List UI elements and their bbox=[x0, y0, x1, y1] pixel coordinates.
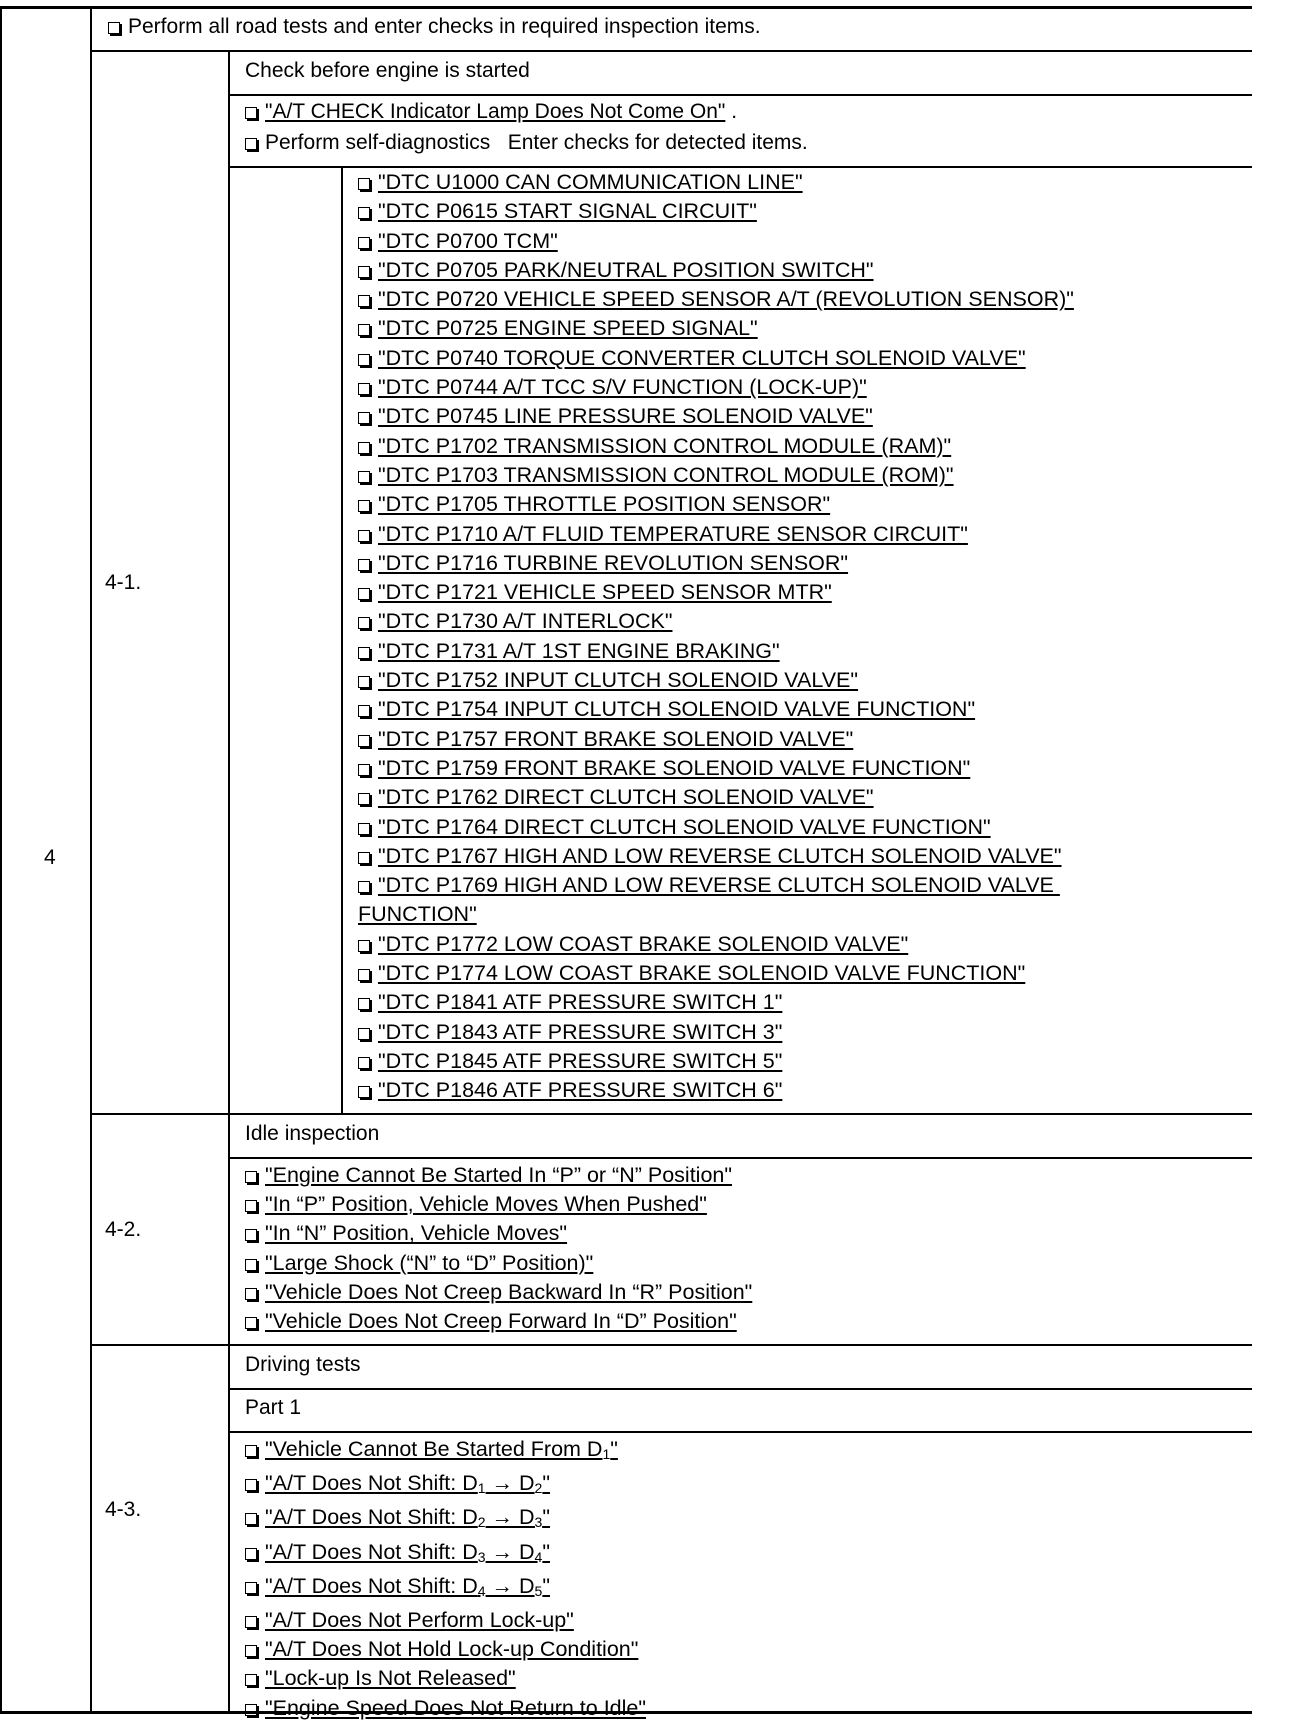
dtc-list bbox=[358, 168, 1074, 1106]
drive-link-part: 4 bbox=[477, 1582, 486, 1599]
dtc-link[interactable]: "DTC P0725 ENGINE SPEED SIGNAL" bbox=[378, 316, 758, 341]
drive-item[interactable] bbox=[245, 1606, 646, 1635]
idle-link[interactable]: "In “N” Position, Vehicle Moves" bbox=[265, 1221, 568, 1246]
dtc-item[interactable] bbox=[358, 227, 1074, 256]
dtc-link[interactable]: "DTC P0700 TCM" bbox=[378, 228, 558, 253]
drive-link-part: 2 bbox=[534, 1480, 543, 1497]
sub-label-4-1: 4-1. bbox=[105, 571, 142, 594]
dtc-link[interactable]: "DTC P1702 TRANSMISSION CONTROL MODULE (RAM)" bbox=[378, 433, 952, 458]
checkbox-icon[interactable] bbox=[358, 969, 370, 981]
drive-link-part: " bbox=[542, 1505, 550, 1530]
lamp-link-suffix: . bbox=[725, 100, 738, 123]
checkbox-icon[interactable] bbox=[245, 1548, 257, 1560]
checkbox-icon[interactable] bbox=[245, 107, 257, 119]
dtc-link[interactable]: "DTC P1764 DIRECT CLUTCH SOLENOID VALVE FUNCTION" bbox=[378, 814, 991, 839]
dtc-item[interactable] bbox=[358, 813, 1074, 842]
drive-item[interactable] bbox=[245, 1694, 646, 1723]
checkbox-icon[interactable] bbox=[245, 1200, 257, 1212]
dtc-item[interactable] bbox=[358, 432, 1074, 461]
dtc-item[interactable] bbox=[358, 695, 1074, 724]
lamp-link-row[interactable] bbox=[245, 99, 737, 125]
dtc-item[interactable] bbox=[358, 637, 1074, 666]
dtc-link[interactable]: "DTC P1752 INPUT CLUTCH SOLENOID VALVE" bbox=[378, 668, 859, 693]
dtc-item[interactable] bbox=[358, 373, 1074, 402]
checkbox-icon[interactable] bbox=[245, 1513, 257, 1525]
dtc-item[interactable] bbox=[358, 549, 1074, 578]
drive-link-part: 3 bbox=[534, 1514, 543, 1531]
dtc-link[interactable]: FUNCTION" bbox=[358, 902, 477, 927]
dtc-item[interactable] bbox=[358, 842, 1074, 871]
idle-item[interactable] bbox=[245, 1307, 752, 1336]
dtc-link[interactable]: "DTC P1754 INPUT CLUTCH SOLENOID VALVE FUNCTION" bbox=[378, 697, 976, 722]
dtc-item[interactable] bbox=[358, 520, 1074, 549]
checkbox-icon[interactable] bbox=[245, 1704, 257, 1716]
idle-link[interactable]: "In “P” Position, Vehicle Moves When Pushed" bbox=[265, 1192, 707, 1217]
idle-list bbox=[245, 1161, 752, 1336]
idle-link[interactable]: "Large Shock (“N” to “D” Position)" bbox=[265, 1250, 594, 1275]
dtc-item[interactable] bbox=[358, 490, 1074, 519]
drive-link[interactable]: "A/T Does Not Perform Lock-up" bbox=[265, 1608, 574, 1633]
sub-label-4-3: 4-3. bbox=[105, 1498, 142, 1521]
drive-link-part: → D bbox=[485, 1573, 535, 1598]
drive-item[interactable] bbox=[245, 1469, 646, 1503]
drive-link-part: "A/T Does Not Shift: D bbox=[265, 1505, 478, 1530]
dtc-link[interactable]: "DTC P1846 ATF PRESSURE SWITCH 6" bbox=[378, 1078, 783, 1103]
checkbox-icon[interactable] bbox=[245, 1445, 257, 1457]
checkbox-icon[interactable] bbox=[245, 1288, 257, 1300]
sub-label-4-2: 4-2. bbox=[105, 1218, 142, 1241]
drive-link-part: "Vehicle Cannot Be Started From D bbox=[265, 1437, 603, 1461]
drive-link-part: 5 bbox=[534, 1582, 543, 1599]
drive-link-part: " bbox=[542, 1573, 550, 1598]
drive-item[interactable] bbox=[245, 1664, 646, 1693]
rule-end-4-2 bbox=[90, 1344, 1252, 1346]
col-divider-2 bbox=[228, 50, 230, 1714]
drive-link[interactable]: "Engine Speed Does Not Return to Idle" bbox=[265, 1695, 646, 1720]
lamp-link[interactable]: "A/T CHECK Indicator Lamp Does Not Come On" bbox=[265, 100, 726, 123]
self-diagnostics-text: Perform self-diagnostics Enter checks for detected items. bbox=[265, 131, 808, 154]
checkbox-icon[interactable] bbox=[358, 647, 370, 659]
drive-link-part: 1 bbox=[477, 1480, 486, 1497]
step-number: 4 bbox=[44, 846, 56, 869]
drive-link[interactable]: "Lock-up Is Not Released" bbox=[265, 1666, 516, 1691]
drive-link-part: → D bbox=[485, 1505, 535, 1530]
checkbox-icon[interactable] bbox=[358, 1086, 370, 1098]
drive-link-part: 1 bbox=[602, 1446, 611, 1462]
dtc-link[interactable]: "DTC P1759 FRONT BRAKE SOLENOID VALVE FUNCTION" bbox=[378, 755, 971, 780]
drive-link[interactable]: "A/T Does Not Hold Lock-up Condition" bbox=[265, 1637, 639, 1662]
drive-link-part: " bbox=[610, 1437, 618, 1461]
dtc-item[interactable] bbox=[358, 314, 1074, 343]
dtc-item[interactable] bbox=[358, 344, 1074, 373]
driving-list bbox=[245, 1435, 646, 1723]
checkbox-icon[interactable] bbox=[245, 1674, 257, 1686]
idle-link[interactable]: "Engine Cannot Be Started In “P” or “N” Position" bbox=[265, 1163, 732, 1187]
checkbox-icon[interactable] bbox=[358, 412, 370, 424]
checkbox-icon[interactable] bbox=[358, 823, 370, 835]
checkbox-icon[interactable] bbox=[358, 324, 370, 336]
idle-item[interactable] bbox=[245, 1278, 752, 1307]
dtc-item[interactable] bbox=[358, 959, 1074, 988]
dtc-item[interactable] bbox=[358, 1047, 1074, 1076]
checkbox-icon[interactable] bbox=[245, 1616, 257, 1628]
checkbox-icon[interactable] bbox=[358, 735, 370, 747]
idle-item[interactable] bbox=[245, 1161, 752, 1190]
checkbox-icon[interactable] bbox=[245, 1582, 257, 1594]
checkbox-icon[interactable] bbox=[358, 178, 370, 190]
checkbox-icon[interactable] bbox=[358, 793, 370, 805]
left-border bbox=[0, 6, 2, 1714]
dtc-item[interactable] bbox=[358, 754, 1074, 783]
dtc-item[interactable] bbox=[358, 666, 1074, 695]
checkbox-icon[interactable] bbox=[358, 471, 370, 483]
idle-link[interactable]: "Vehicle Does Not Creep Backward In “R” Position" bbox=[265, 1279, 753, 1304]
checkbox-icon[interactable] bbox=[358, 705, 370, 717]
checkbox-icon[interactable] bbox=[245, 1317, 257, 1329]
part-label: Part 1 bbox=[245, 1396, 302, 1419]
checkbox-icon[interactable] bbox=[358, 940, 370, 952]
dtc-link[interactable]: "DTC U1000 CAN COMMUNICATION LINE" bbox=[378, 170, 803, 194]
dtc-link[interactable]: "DTC P1762 DIRECT CLUTCH SOLENOID VALVE" bbox=[378, 785, 874, 810]
top-border bbox=[0, 6, 1252, 9]
section-header-4-3: Driving tests bbox=[245, 1353, 361, 1376]
dtc-item[interactable] bbox=[358, 607, 1074, 636]
checkbox-icon[interactable] bbox=[108, 22, 120, 34]
dtc-link[interactable]: "DTC P1710 A/T FLUID TEMPERATURE SENSOR CIRCUIT" bbox=[378, 521, 968, 546]
dtc-link[interactable]: "DTC P0705 PARK/NEUTRAL POSITION SWITCH" bbox=[378, 257, 874, 282]
rule-after-part bbox=[228, 1431, 1252, 1433]
checkbox-icon[interactable] bbox=[358, 881, 370, 893]
checkbox-icon[interactable] bbox=[358, 559, 370, 571]
checkbox-icon[interactable] bbox=[358, 1028, 370, 1040]
step-instruction-row[interactable] bbox=[108, 14, 761, 40]
drive-item[interactable] bbox=[245, 1503, 646, 1537]
dtc-link[interactable]: "DTC P1841 ATF PRESSURE SWITCH 1" bbox=[378, 990, 783, 1015]
dtc-item[interactable] bbox=[358, 578, 1074, 607]
self-diagnostics-row[interactable] bbox=[245, 130, 808, 156]
drive-link-part: → D bbox=[485, 1471, 535, 1496]
checkbox-icon[interactable] bbox=[358, 295, 370, 307]
checkbox-icon[interactable] bbox=[245, 1259, 257, 1271]
checkbox-icon[interactable] bbox=[245, 1645, 257, 1657]
dtc-link[interactable]: "DTC P1774 LOW COAST BRAKE SOLENOID VALVE FUNCTION" bbox=[378, 961, 1026, 986]
drive-link-part: "A/T Does Not Shift: D bbox=[265, 1471, 478, 1496]
idle-item[interactable] bbox=[245, 1190, 752, 1219]
section-header-4-1: Check before engine is started bbox=[245, 59, 530, 82]
checkbox-icon[interactable] bbox=[358, 500, 370, 512]
dtc-item[interactable] bbox=[358, 988, 1074, 1017]
drive-link-part: " bbox=[542, 1539, 550, 1564]
drive-link[interactable] bbox=[265, 1437, 618, 1461]
drive-link[interactable] bbox=[265, 1471, 550, 1495]
drive-item[interactable] bbox=[245, 1635, 646, 1664]
dtc-item[interactable] bbox=[358, 1018, 1074, 1047]
dtc-link[interactable]: "DTC P1703 TRANSMISSION CONTROL MODULE (ROM)" bbox=[378, 462, 954, 487]
idle-item[interactable] bbox=[245, 1249, 752, 1278]
dtc-item[interactable] bbox=[358, 1076, 1074, 1105]
dtc-link[interactable]: "DTC P1843 ATF PRESSURE SWITCH 3" bbox=[378, 1019, 783, 1044]
dtc-link[interactable]: "DTC P0740 TORQUE CONVERTER CLUTCH SOLENOID VALVE" bbox=[378, 345, 1026, 370]
dtc-item[interactable] bbox=[358, 461, 1074, 490]
drive-link-part: → D bbox=[485, 1539, 535, 1564]
checkbox-icon[interactable] bbox=[358, 383, 370, 395]
checkbox-icon[interactable] bbox=[358, 530, 370, 542]
dtc-item[interactable] bbox=[358, 256, 1074, 285]
dtc-link[interactable]: "DTC P1730 A/T INTERLOCK" bbox=[378, 609, 673, 634]
dtc-item-wrap[interactable] bbox=[358, 900, 1074, 929]
checkbox-icon[interactable] bbox=[358, 354, 370, 366]
step-instruction: Perform all road tests and enter checks in required inspection items. bbox=[128, 15, 761, 38]
checkbox-icon[interactable] bbox=[245, 1479, 257, 1491]
drive-link-part: 2 bbox=[477, 1514, 486, 1531]
rule-after-4-1-header bbox=[228, 94, 1252, 96]
dtc-link[interactable]: "DTC P1757 FRONT BRAKE SOLENOID VALVE" bbox=[378, 726, 854, 751]
idle-item[interactable] bbox=[245, 1219, 752, 1248]
drive-link[interactable] bbox=[265, 1574, 550, 1598]
drive-item[interactable] bbox=[245, 1572, 646, 1606]
drive-link-part: 3 bbox=[477, 1548, 486, 1565]
rule-after-4-3-header bbox=[228, 1388, 1252, 1390]
checkbox-icon[interactable] bbox=[358, 764, 370, 776]
checkbox-icon[interactable] bbox=[358, 998, 370, 1010]
checkbox-icon[interactable] bbox=[358, 676, 370, 688]
drive-link-part: "A/T Does Not Shift: D bbox=[265, 1539, 478, 1564]
dtc-link[interactable]: "DTC P0615 START SIGNAL CIRCUIT" bbox=[378, 199, 757, 224]
dtc-link[interactable]: "DTC P1705 THROTTLE POSITION SENSOR" bbox=[378, 492, 831, 517]
drive-link[interactable] bbox=[265, 1505, 550, 1529]
drive-item[interactable] bbox=[245, 1435, 646, 1469]
dtc-item[interactable] bbox=[358, 930, 1074, 959]
checkbox-icon[interactable] bbox=[245, 1229, 257, 1241]
dtc-item[interactable] bbox=[358, 783, 1074, 812]
drive-link[interactable] bbox=[265, 1540, 550, 1564]
dtc-link[interactable]: "DTC P0744 A/T TCC S/V FUNCTION (LOCK-UP)" bbox=[378, 375, 867, 400]
dtc-link[interactable]: "DTC P1772 LOW COAST BRAKE SOLENOID VALVE" bbox=[378, 931, 909, 956]
rule-after-instruction bbox=[90, 50, 1252, 52]
checkbox-icon[interactable] bbox=[358, 237, 370, 249]
dtc-link[interactable]: "DTC P1721 VEHICLE SPEED SENSOR MTR" bbox=[378, 580, 832, 605]
col-divider-1 bbox=[90, 6, 92, 1714]
rule-after-4-2-header bbox=[228, 1157, 1252, 1159]
checkbox-icon[interactable] bbox=[358, 588, 370, 600]
dtc-item[interactable] bbox=[358, 168, 1074, 197]
dtc-item[interactable] bbox=[358, 402, 1074, 431]
dtc-link[interactable]: "DTC P1731 A/T 1ST ENGINE BRAKING" bbox=[378, 638, 780, 663]
dtc-item[interactable] bbox=[358, 197, 1074, 226]
dtc-link[interactable]: "DTC P0745 LINE PRESSURE SOLENOID VALVE" bbox=[378, 404, 873, 429]
checkbox-icon[interactable] bbox=[358, 852, 370, 864]
rule-end-4-1 bbox=[90, 1113, 1252, 1115]
drive-item[interactable] bbox=[245, 1538, 646, 1572]
section-header-4-2: Idle inspection bbox=[245, 1122, 380, 1145]
dtc-link[interactable]: "DTC P1716 TURBINE REVOLUTION SENSOR" bbox=[378, 550, 849, 575]
checkbox-icon[interactable] bbox=[358, 266, 370, 278]
checkbox-icon[interactable] bbox=[358, 207, 370, 219]
dtc-item[interactable] bbox=[358, 725, 1074, 754]
drive-link-part: 4 bbox=[534, 1548, 543, 1565]
dtc-link[interactable]: "DTC P0720 VEHICLE SPEED SENSOR A/T (REVOLUTION SENSOR)" bbox=[378, 287, 1074, 312]
checkbox-icon[interactable] bbox=[245, 1171, 257, 1183]
drive-link-part: "A/T Does Not Shift: D bbox=[265, 1573, 478, 1598]
checkbox-icon[interactable] bbox=[358, 442, 370, 454]
col-divider-3 bbox=[341, 167, 343, 1114]
checkbox-icon[interactable] bbox=[358, 1057, 370, 1069]
dtc-link[interactable]: "DTC P1767 HIGH AND LOW REVERSE CLUTCH SOLENOID VALVE" bbox=[378, 843, 1062, 868]
checkbox-icon[interactable] bbox=[245, 138, 257, 150]
dtc-link[interactable]: "DTC P1845 ATF PRESSURE SWITCH 5" bbox=[378, 1048, 783, 1073]
dtc-item[interactable] bbox=[358, 285, 1074, 314]
dtc-item[interactable] bbox=[358, 871, 1074, 900]
dtc-link[interactable]: "DTC P1769 HIGH AND LOW REVERSE CLUTCH SOLENOID VALVE bbox=[378, 873, 1060, 898]
checkbox-icon[interactable] bbox=[358, 617, 370, 629]
idle-link[interactable]: "Vehicle Does Not Creep Forward In “D” Position" bbox=[265, 1309, 737, 1334]
drive-link-part: " bbox=[542, 1471, 550, 1496]
